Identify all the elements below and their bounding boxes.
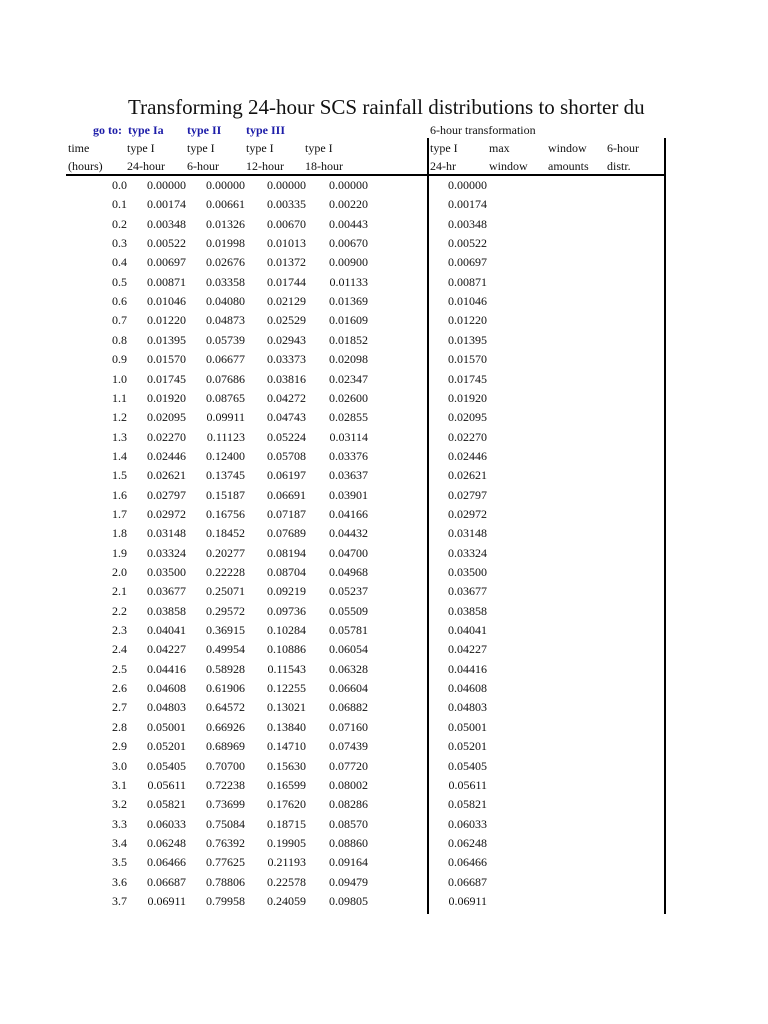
column-divider <box>664 138 666 914</box>
type-i-24h-cell: 0.06248 <box>147 835 186 850</box>
type-i-24h-cell: 0.02446 <box>147 448 186 463</box>
type-i-6h-cell: 0.77625 <box>206 855 245 870</box>
type-i-24hr-right-cell: 0.04803 <box>448 700 487 715</box>
type-i-18h-cell: 0.06054 <box>329 642 368 657</box>
type-i-24hr-right-cell: 0.03858 <box>448 603 487 618</box>
type-i-6h-cell: 0.13745 <box>206 468 245 483</box>
type-i-18h-cell: 0.07160 <box>329 719 368 734</box>
time-cell: 0.8 <box>112 332 127 347</box>
time-cell: 1.3 <box>112 429 127 444</box>
time-cell: 0.2 <box>112 216 127 231</box>
type-i-24hr-right-cell: 0.06466 <box>448 855 487 870</box>
type-i-18h-cell: 0.03637 <box>329 468 368 483</box>
type-i-18h-cell: 0.08570 <box>329 816 368 831</box>
type-i-24h-cell: 0.02095 <box>147 410 186 425</box>
type-i-6h-cell: 0.79958 <box>206 893 245 908</box>
type-i-6h-cell: 0.01326 <box>206 216 245 231</box>
time-cell: 1.6 <box>112 487 127 502</box>
type-i-24h-cell: 0.04608 <box>147 681 186 696</box>
type-i-6h-cell: 0.76392 <box>206 835 245 850</box>
time-cell: 3.3 <box>112 816 127 831</box>
type-i-24hr-right-cell: 0.04416 <box>448 661 487 676</box>
time-cell: 0.6 <box>112 294 127 309</box>
type-i-12h-cell: 0.01744 <box>267 274 306 289</box>
type-i-24hr-right-cell: 0.00174 <box>448 197 487 212</box>
time-cell: 3.0 <box>112 758 127 773</box>
type-i-6h-cell: 0.06677 <box>206 352 245 367</box>
type-i-18h-cell: 0.01609 <box>329 313 368 328</box>
type-i-18h-cell: 0.02347 <box>329 371 368 386</box>
type-i-24hr-right-cell: 0.02270 <box>448 429 487 444</box>
time-cell: 1.1 <box>112 390 127 405</box>
time-cell: 3.6 <box>112 874 127 889</box>
type-i-12h-cell: 0.08194 <box>267 545 306 560</box>
type-i-24h-cell: 0.06033 <box>147 816 186 831</box>
type-i-12h-cell: 0.02529 <box>267 313 306 328</box>
type-i-24h-cell: 0.02621 <box>147 468 186 483</box>
type-i-18h-cell: 0.01133 <box>329 274 368 289</box>
type-i-24h-cell: 0.01920 <box>147 390 186 405</box>
header-right: distr. <box>607 159 631 173</box>
type-i-12h-cell: 0.01372 <box>267 255 306 270</box>
header-type: type I <box>127 141 155 155</box>
type-i-24hr-right-cell: 0.00348 <box>448 216 487 231</box>
type-i-24hr-right-cell: 0.04227 <box>448 642 487 657</box>
type-i-6h-cell: 0.00661 <box>206 197 245 212</box>
type-i-18h-cell: 0.02600 <box>329 390 368 405</box>
type-i-6h-cell: 0.72238 <box>206 777 245 792</box>
type-i-24h-cell: 0.05405 <box>147 758 186 773</box>
header-right: 24-hr <box>430 159 456 173</box>
type-i-18h-cell: 0.04700 <box>329 545 368 560</box>
type-i-6h-cell: 0.73699 <box>206 797 245 812</box>
type-i-6h-cell: 0.25071 <box>206 584 245 599</box>
type-i-6h-cell: 0.61906 <box>206 681 245 696</box>
time-cell: 0.9 <box>112 352 127 367</box>
type-i-24hr-right-cell: 0.00871 <box>448 274 487 289</box>
type-i-24h-cell: 0.00348 <box>147 216 186 231</box>
header-duration: 24-hour <box>127 159 165 173</box>
type-i-24hr-right-cell: 0.04608 <box>448 681 487 696</box>
type-i-24hr-right-cell: 0.05201 <box>448 739 487 754</box>
type-i-6h-cell: 0.70700 <box>206 758 245 773</box>
type-i-18h-cell: 0.00900 <box>329 255 368 270</box>
type-i-18h-cell: 0.06882 <box>329 700 368 715</box>
type-i-24hr-right-cell: 0.04041 <box>448 623 487 638</box>
time-cell: 1.5 <box>112 468 127 483</box>
type-i-12h-cell: 0.17620 <box>267 797 306 812</box>
time-cell: 3.5 <box>112 855 127 870</box>
type-i-6h-cell: 0.11123 <box>206 429 245 444</box>
type-i-24h-cell: 0.01046 <box>147 294 186 309</box>
type-i-24h-cell: 0.03677 <box>147 584 186 599</box>
type-i-6h-cell: 0.20277 <box>206 545 245 560</box>
type-i-6h-cell: 0.00000 <box>206 178 245 192</box>
time-cell: 2.9 <box>112 739 127 754</box>
type-i-18h-cell: 0.01369 <box>329 294 368 309</box>
type-i-24hr-right-cell: 0.05821 <box>448 797 487 812</box>
type-i-18h-cell: 0.02855 <box>329 410 368 425</box>
link-type-ia[interactable]: type Ia <box>128 123 164 137</box>
time-cell: 2.2 <box>112 603 127 618</box>
link-type-iii[interactable]: type III <box>246 123 286 137</box>
type-i-24hr-right-cell: 0.00522 <box>448 236 487 251</box>
type-i-24h-cell: 0.04041 <box>147 623 186 638</box>
type-i-12h-cell: 0.18715 <box>267 816 306 831</box>
type-i-18h-cell: 0.00000 <box>329 178 368 192</box>
type-i-12h-cell: 0.12255 <box>267 681 306 696</box>
type-i-24h-cell: 0.02972 <box>147 506 186 521</box>
type-i-18h-cell: 0.08002 <box>329 777 368 792</box>
type-i-24hr-right-cell: 0.05001 <box>448 719 487 734</box>
type-i-18h-cell: 0.05237 <box>329 584 368 599</box>
type-i-6h-cell: 0.02676 <box>206 255 245 270</box>
type-i-24hr-right-cell: 0.02446 <box>448 448 487 463</box>
type-i-24hr-right-cell: 0.01570 <box>448 352 487 367</box>
type-i-24hr-right-cell: 0.06248 <box>448 835 487 850</box>
type-i-24hr-right-cell: 0.02797 <box>448 487 487 502</box>
type-i-24h-cell: 0.03500 <box>147 565 186 579</box>
header-type: type I <box>246 141 274 155</box>
type-i-6h-cell: 0.58928 <box>206 661 245 676</box>
type-i-18h-cell: 0.08286 <box>329 797 368 812</box>
goto-label: go to: <box>93 123 122 137</box>
type-i-12h-cell: 0.10886 <box>267 642 306 657</box>
type-i-24hr-right-cell: 0.03677 <box>448 584 487 599</box>
type-i-6h-cell: 0.04873 <box>206 313 245 328</box>
type-i-24h-cell: 0.00522 <box>147 236 186 251</box>
type-i-12h-cell: 0.02129 <box>267 294 306 309</box>
time-cell: 3.1 <box>112 777 127 792</box>
type-i-24h-cell: 0.00000 <box>147 178 186 192</box>
time-cell: 1.0 <box>112 371 127 386</box>
type-i-12h-cell: 0.11543 <box>267 661 306 676</box>
type-i-18h-cell: 0.05509 <box>329 603 368 618</box>
type-i-24hr-right-cell: 0.05405 <box>448 758 487 773</box>
type-i-6h-cell: 0.03358 <box>206 274 245 289</box>
time-cell: 2.8 <box>112 719 127 734</box>
header-type: type I <box>187 141 215 155</box>
type-i-24hr-right-cell: 0.06687 <box>448 874 487 889</box>
type-i-24h-cell: 0.01220 <box>147 313 186 328</box>
header-time: time <box>68 141 90 155</box>
type-i-18h-cell: 0.09805 <box>329 893 368 908</box>
type-i-6h-cell: 0.07686 <box>206 371 245 386</box>
type-i-12h-cell: 0.10284 <box>267 623 306 638</box>
type-i-24h-cell: 0.00871 <box>147 274 186 289</box>
time-cell: 2.1 <box>112 584 127 599</box>
type-i-6h-cell: 0.15187 <box>206 487 245 502</box>
type-i-18h-cell: 0.00443 <box>329 216 368 231</box>
type-i-24h-cell: 0.06911 <box>147 893 186 908</box>
type-i-12h-cell: 0.13021 <box>267 700 306 715</box>
type-i-24hr-right-cell: 0.02972 <box>448 506 487 521</box>
type-i-12h-cell: 0.21193 <box>267 855 306 870</box>
type-i-6h-cell: 0.01998 <box>206 236 245 251</box>
type-i-24h-cell: 0.05201 <box>147 739 186 754</box>
type-i-24h-cell: 0.06687 <box>147 874 186 889</box>
type-i-6h-cell: 0.78806 <box>206 874 245 889</box>
type-i-24hr-right-cell: 0.01395 <box>448 332 487 347</box>
type-i-24h-cell: 0.03858 <box>147 603 186 618</box>
time-cell: 1.7 <box>112 506 127 521</box>
time-cell: 0.1 <box>112 197 127 212</box>
header-right: window <box>489 159 528 173</box>
type-i-12h-cell: 0.00335 <box>267 197 306 212</box>
type-i-18h-cell: 0.00220 <box>329 197 368 212</box>
type-i-6h-cell: 0.22228 <box>206 565 245 579</box>
time-cell: 0.5 <box>112 274 127 289</box>
type-i-24h-cell: 0.03148 <box>147 526 186 541</box>
type-i-24h-cell: 0.03324 <box>147 545 186 560</box>
type-i-6h-cell: 0.09911 <box>206 410 245 425</box>
type-i-6h-cell: 0.36915 <box>206 623 245 638</box>
time-cell: 0.0 <box>112 178 127 192</box>
type-i-12h-cell: 0.04743 <box>267 410 306 425</box>
type-i-24hr-right-cell: 0.00000 <box>448 178 487 192</box>
type-i-24hr-right-cell: 0.03500 <box>448 565 487 579</box>
type-i-24h-cell: 0.01570 <box>147 352 186 367</box>
type-i-24hr-right-cell: 0.06033 <box>448 816 487 831</box>
type-i-24h-cell: 0.05611 <box>147 777 186 792</box>
type-i-12h-cell: 0.24059 <box>267 893 306 908</box>
type-i-18h-cell: 0.07439 <box>329 739 368 754</box>
type-i-24hr-right-cell: 0.03324 <box>448 545 487 560</box>
time-cell: 2.3 <box>112 623 127 638</box>
time-cell: 2.6 <box>112 681 127 696</box>
type-i-6h-cell: 0.04080 <box>206 294 245 309</box>
time-cell: 1.4 <box>112 448 127 463</box>
time-cell: 2.7 <box>112 700 127 715</box>
type-i-18h-cell: 0.09479 <box>329 874 368 889</box>
type-i-18h-cell: 0.03114 <box>329 429 368 444</box>
type-i-24h-cell: 0.00697 <box>147 255 186 270</box>
header-duration: 12-hour <box>246 159 284 173</box>
type-i-24h-cell: 0.04803 <box>147 700 186 715</box>
header-hours: (hours) <box>68 159 103 173</box>
type-i-6h-cell: 0.05739 <box>206 332 245 347</box>
type-i-18h-cell: 0.08860 <box>329 835 368 850</box>
type-i-18h-cell: 0.06604 <box>329 681 368 696</box>
type-i-24hr-right-cell: 0.01220 <box>448 313 487 328</box>
type-i-12h-cell: 0.05708 <box>267 448 306 463</box>
type-i-18h-cell: 0.04968 <box>329 565 368 579</box>
type-i-18h-cell: 0.04166 <box>329 506 368 521</box>
type-i-12h-cell: 0.22578 <box>267 874 306 889</box>
time-cell: 0.4 <box>112 255 127 270</box>
type-i-12h-cell: 0.02943 <box>267 332 306 347</box>
time-cell: 2.5 <box>112 661 127 676</box>
header-duration: 6-hour <box>187 159 219 173</box>
header-right: max <box>489 141 510 155</box>
time-cell: 3.7 <box>112 893 127 908</box>
time-cell: 3.4 <box>112 835 127 850</box>
time-cell: 1.9 <box>112 545 127 560</box>
time-cell: 2.4 <box>112 642 127 657</box>
type-i-18h-cell: 0.04432 <box>329 526 368 541</box>
time-cell: 1.8 <box>112 526 127 541</box>
type-i-18h-cell: 0.02098 <box>329 352 368 367</box>
type-i-18h-cell: 0.03901 <box>329 487 368 502</box>
type-i-24hr-right-cell: 0.01920 <box>448 390 487 405</box>
type-i-18h-cell: 0.05781 <box>329 623 368 638</box>
page-title: Transforming 24-hour SCS rainfall distributions to shorter du <box>128 95 645 119</box>
type-i-12h-cell: 0.14710 <box>267 739 306 754</box>
type-i-24h-cell: 0.01395 <box>147 332 186 347</box>
type-i-6h-cell: 0.16756 <box>206 506 245 521</box>
type-i-24hr-right-cell: 0.03148 <box>448 526 487 541</box>
time-cell: 0.7 <box>112 313 127 328</box>
type-i-24h-cell: 0.06466 <box>147 855 186 870</box>
type-i-12h-cell: 0.05224 <box>267 429 306 444</box>
type-i-6h-cell: 0.29572 <box>206 603 245 618</box>
type-i-12h-cell: 0.00000 <box>267 178 306 192</box>
type-i-24h-cell: 0.05821 <box>147 797 186 812</box>
link-type-ii[interactable]: type II <box>187 123 222 137</box>
type-i-12h-cell: 0.00670 <box>267 216 306 231</box>
type-i-12h-cell: 0.01013 <box>267 236 306 251</box>
type-i-24hr-right-cell: 0.01046 <box>448 294 487 309</box>
type-i-18h-cell: 0.09164 <box>329 855 368 870</box>
type-i-6h-cell: 0.75084 <box>206 816 245 831</box>
type-i-12h-cell: 0.08704 <box>267 565 306 579</box>
type-i-12h-cell: 0.09219 <box>267 584 306 599</box>
type-i-12h-cell: 0.07187 <box>267 506 306 521</box>
type-i-24hr-right-cell: 0.05611 <box>448 777 487 792</box>
type-i-12h-cell: 0.19905 <box>267 835 306 850</box>
header-right: window <box>548 141 587 155</box>
type-i-12h-cell: 0.06197 <box>267 468 306 483</box>
type-i-12h-cell: 0.07689 <box>267 526 306 541</box>
type-i-6h-cell: 0.68969 <box>206 739 245 754</box>
type-i-18h-cell: 0.06328 <box>329 661 368 676</box>
header-type: type I <box>305 141 333 155</box>
type-i-18h-cell: 0.07720 <box>329 758 368 773</box>
header-right: 6-hour <box>607 141 639 155</box>
time-cell: 1.2 <box>112 410 127 425</box>
time-cell: 0.3 <box>112 236 127 251</box>
type-i-24hr-right-cell: 0.01745 <box>448 371 487 386</box>
type-i-24hr-right-cell: 0.06911 <box>448 893 487 908</box>
header-right: type I <box>430 141 458 155</box>
time-cell: 2.0 <box>112 565 127 579</box>
type-i-24h-cell: 0.02270 <box>147 429 186 444</box>
header-right: amounts <box>548 159 589 173</box>
type-i-6h-cell: 0.64572 <box>206 700 245 715</box>
type-i-12h-cell: 0.06691 <box>267 487 306 502</box>
type-i-18h-cell: 0.03376 <box>329 448 368 463</box>
type-i-24hr-right-cell: 0.02095 <box>448 410 487 425</box>
type-i-24hr-right-cell: 0.00697 <box>448 255 487 270</box>
type-i-24h-cell: 0.04227 <box>147 642 186 657</box>
type-i-24h-cell: 0.05001 <box>147 719 186 734</box>
type-i-6h-cell: 0.66926 <box>206 719 245 734</box>
type-i-24h-cell: 0.01745 <box>147 371 186 386</box>
type-i-12h-cell: 0.13840 <box>267 719 306 734</box>
type-i-24hr-right-cell: 0.02621 <box>448 468 487 483</box>
type-i-24h-cell: 0.02797 <box>147 487 186 502</box>
transformation-label: 6-hour transformation <box>430 123 536 137</box>
type-i-6h-cell: 0.08765 <box>206 390 245 405</box>
type-i-6h-cell: 0.49954 <box>206 642 245 657</box>
type-i-24h-cell: 0.00174 <box>147 197 186 212</box>
type-i-6h-cell: 0.12400 <box>206 448 245 463</box>
type-i-24h-cell: 0.04416 <box>147 661 186 676</box>
header-duration: 18-hour <box>305 159 343 173</box>
type-i-6h-cell: 0.18452 <box>206 526 245 541</box>
type-i-12h-cell: 0.15630 <box>267 758 306 773</box>
type-i-12h-cell: 0.16599 <box>267 777 306 792</box>
time-cell: 3.2 <box>112 797 127 812</box>
type-i-12h-cell: 0.04272 <box>267 390 306 405</box>
type-i-12h-cell: 0.09736 <box>267 603 306 618</box>
type-i-12h-cell: 0.03373 <box>267 352 306 367</box>
type-i-18h-cell: 0.00670 <box>329 236 368 251</box>
type-i-12h-cell: 0.03816 <box>267 371 306 386</box>
type-i-18h-cell: 0.01852 <box>329 332 368 347</box>
